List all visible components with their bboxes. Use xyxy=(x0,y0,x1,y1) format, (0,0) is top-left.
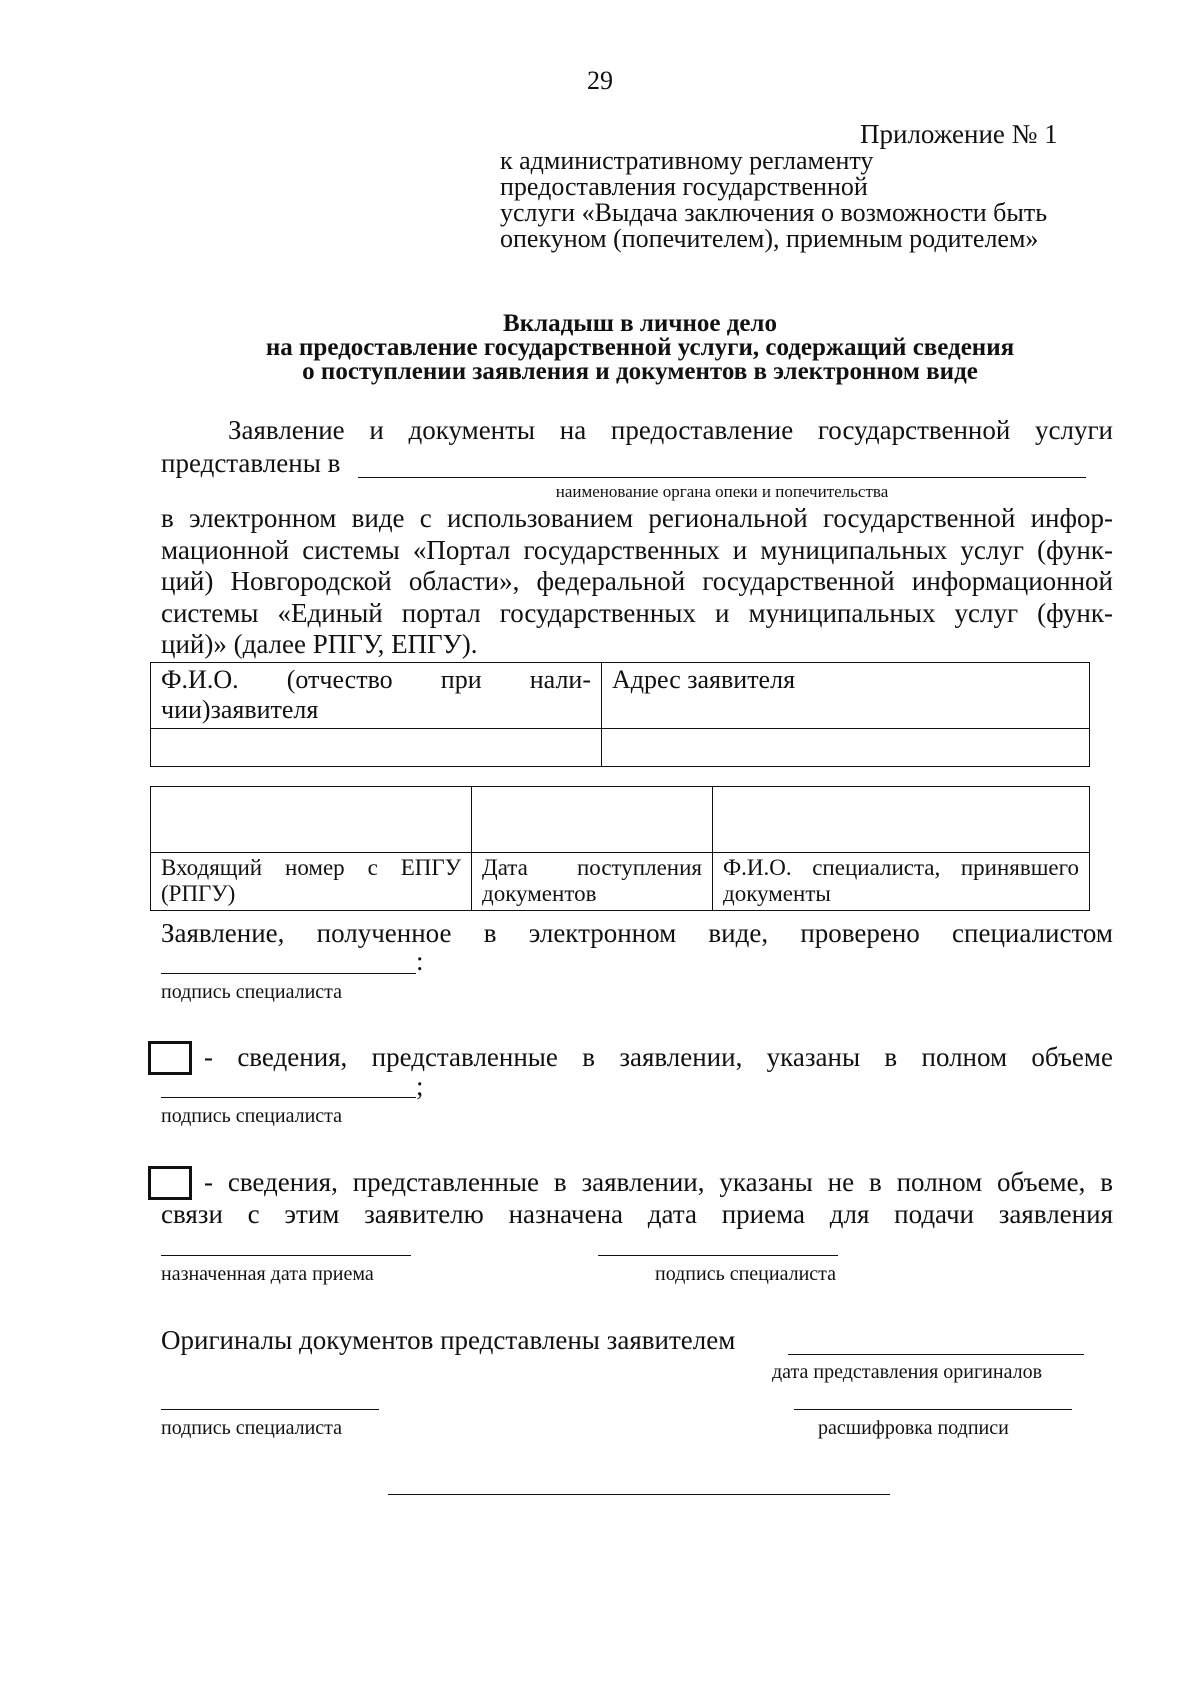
appendix-line: опекуном (попечителем), приемным родителем» xyxy=(500,224,1039,253)
applicant-name-header: Ф.И.О. (отчество при нали- чии)заявителя xyxy=(151,663,602,729)
incoming-number-cell[interactable] xyxy=(151,787,472,853)
partial-info-text-line2: связи с этим заявителю назначена дата приема для подачи заявления xyxy=(161,1199,1113,1229)
verification-text: Заявление, полученное в электронном виде, проверено специалистом xyxy=(161,918,1113,948)
receipt-date-cell[interactable] xyxy=(472,787,713,853)
partial-info-signature-caption: подпись специалиста xyxy=(655,1263,837,1285)
applicant-name-cell[interactable] xyxy=(151,729,602,767)
authority-name-line[interactable] xyxy=(358,477,1086,478)
intro-prefix: представлены в xyxy=(161,448,341,478)
signature-decode-caption: расшифровка подписи xyxy=(818,1417,1009,1439)
intro-body-line: в электронном виде с использованием региональной государственной инфор- xyxy=(161,503,1113,533)
applicant-table xyxy=(150,662,1090,767)
appointment-date-line[interactable] xyxy=(161,1255,411,1256)
appendix-subtitle xyxy=(500,148,1047,252)
appendix-line: к административному регламенту xyxy=(500,146,874,175)
appendix-title: Приложение № 1 xyxy=(860,119,1058,149)
appointment-date-caption: назначенная дата приема xyxy=(161,1263,374,1285)
verification-colon: : xyxy=(416,946,424,976)
specialist-name-header: Ф.И.О. специалиста, принявшего документы xyxy=(713,853,1090,911)
registration-table xyxy=(150,786,1090,911)
intro-body-line: ций) Новгородской области», федеральной государственной информационной xyxy=(161,566,1113,596)
verification-signature-line[interactable] xyxy=(161,973,416,974)
heading-line: о поступлении заявления и документов в электронном виде xyxy=(302,358,978,385)
partial-info-checkbox[interactable] xyxy=(148,1166,192,1200)
originals-signature-caption: подпись специалиста xyxy=(161,1417,343,1439)
full-info-semicolon: ; xyxy=(416,1071,424,1101)
full-info-signature-line[interactable] xyxy=(161,1097,416,1098)
partial-info-text-line1: - сведения, представленные в заявлении, указаны не в полном объеме, в xyxy=(204,1167,1113,1197)
appendix-line: услуги «Выдача заключения о возможности быть xyxy=(500,198,1048,227)
incoming-number-header: Входящий номер с ЕПГУ (РПГУ) xyxy=(151,853,472,911)
closing-separator xyxy=(388,1494,890,1495)
signature-decode-line[interactable] xyxy=(794,1409,1072,1410)
heading-line: на предоставление государственной услуги, содержащий сведения xyxy=(265,334,1015,361)
authority-caption: наименование органа опеки и попечительства xyxy=(555,482,889,501)
full-info-checkbox[interactable] xyxy=(148,1041,192,1075)
intro-body-line: мационной системы «Портал государственных и муниципальных услуг (функ- xyxy=(161,534,1113,565)
originals-date-caption: дата представления оригиналов xyxy=(772,1361,1043,1383)
originals-date-line[interactable] xyxy=(788,1354,1084,1355)
full-info-caption: подпись специалиста xyxy=(161,1105,343,1127)
intro-first-line: Заявление и документы на предоставление государственной услуги xyxy=(228,415,1113,445)
partial-info-signature-line[interactable] xyxy=(598,1255,838,1256)
receipt-date-header: Дата поступления документов xyxy=(472,853,713,911)
originals-signature-line[interactable] xyxy=(161,1409,379,1410)
appendix-line: предоставления государственной xyxy=(500,172,868,201)
intro-body xyxy=(161,503,1113,661)
verification-caption: подпись специалиста xyxy=(161,981,343,1003)
originals-text: Оригиналы документов представлены заявителем xyxy=(161,1325,736,1355)
intro-body-line: ций)» (далее РПГУ, ЕПГУ). xyxy=(161,629,478,659)
page-number: 29 xyxy=(587,66,613,95)
specialist-name-cell[interactable] xyxy=(713,787,1090,853)
applicant-address-cell[interactable] xyxy=(602,729,1090,767)
document-heading xyxy=(0,312,1200,384)
intro-body-line: системы «Единый портал государственных и муниципальных услуг (функ- xyxy=(161,597,1113,628)
full-info-text: - сведения, представленные в заявлении, указаны в полном объеме xyxy=(204,1042,1113,1072)
applicant-address-header: Адрес заявителя xyxy=(602,663,1090,729)
heading-line: Вкладыш в личное дело xyxy=(503,310,777,337)
